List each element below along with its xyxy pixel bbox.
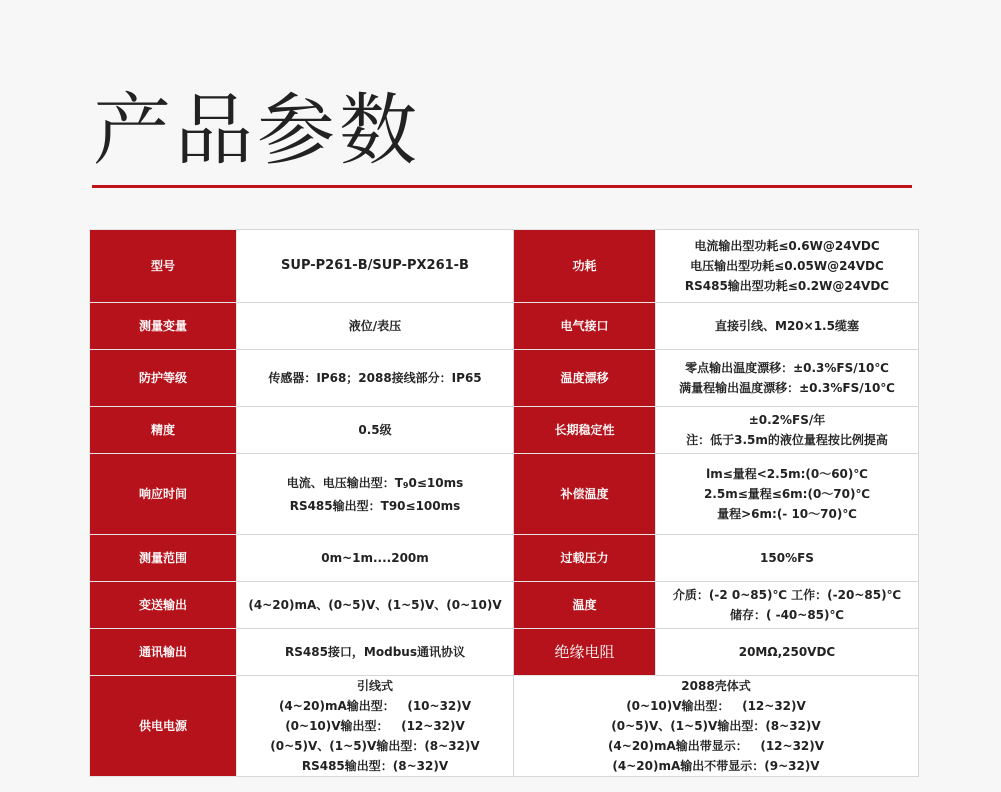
label-comm: 通讯输出 — [90, 629, 237, 676]
label-stability: 长期稳定性 — [514, 407, 656, 454]
label-compensation: 补偿温度 — [514, 454, 656, 535]
label-accuracy: 精度 — [90, 407, 237, 454]
value-overload: 150%FS — [656, 535, 919, 582]
value-comm: RS485接口，Modbus通讯协议 — [237, 629, 514, 676]
table-row — [90, 676, 919, 777]
label-overload: 过载压力 — [514, 535, 656, 582]
value-insulation: 20MΩ,250VDC — [656, 629, 919, 676]
value-supply-left: 引线式 (4~20)mA输出型： (10~32)V (0~10)V输出型： (12~32)V (0~5)V、(1~5)V输出型：(8~32)V RS485输出型：(8~32)V — [237, 676, 514, 777]
value-response: 电流、电压输出型：$T_90\le 10ms$ RS485输出型：T90≤100ms — [237, 454, 514, 535]
value-temperature: 介质：(-2 0~85)℃ 工作：(-20~85)℃ 储存：( -40~85)℃ — [656, 582, 919, 629]
label-electrical: 电气接口 — [514, 303, 656, 350]
value-temp-drift: 零点输出温度漂移：±0.3%FS/10℃ 满量程输出温度漂移：±0.3%FS/10℃ — [656, 350, 919, 407]
table-row — [90, 582, 919, 629]
value-power: 电流输出型功耗≤0.6W@24VDC 电压输出型功耗≤0.05W@24VDC RS485输出型功耗≤0.2W@24VDC — [656, 230, 919, 303]
value-model: SUP-P261-B/SUP-PX261-B — [237, 230, 514, 303]
value-supply-right: 2088壳体式 (0~10)V输出型： (12~32)V (0~5)V、(1~5)V输出型：(8~32)V (4~20)mA输出带显示： (12~32)V (4~20)mA输出不带显示：(9~32)V — [514, 676, 919, 777]
label-insulation: 绝缘电阻 — [514, 629, 656, 676]
table-row — [90, 629, 919, 676]
value-range: 0m~1m....200m — [237, 535, 514, 582]
label-response: 响应时间 — [90, 454, 237, 535]
table-row — [90, 303, 919, 350]
value-electrical: 直接引线、M20×1.5缆塞 — [656, 303, 919, 350]
value-measure-var: 液位/表压 — [237, 303, 514, 350]
label-range: 测量范围 — [90, 535, 237, 582]
value-stability: ±0.2%FS/年 注：低于3.5m的液位量程按比例提高 — [656, 407, 919, 454]
label-protection: 防护等级 — [90, 350, 237, 407]
value-output: (4~20)mA、(0~5)V、(1~5)V、(0~10)V — [237, 582, 514, 629]
label-model: 型号 — [90, 230, 237, 303]
spec-table — [89, 229, 919, 777]
table-row — [90, 535, 919, 582]
label-supply: 供电电源 — [90, 676, 237, 777]
page-title: 产品参数 — [93, 86, 422, 176]
label-power: 功耗 — [514, 230, 656, 303]
value-compensation: lm≤量程<2.5m:(0～60)℃ 2.5m≤量程≤6m:(0～70)℃ 量程>6m:(- 10～70)℃ — [656, 454, 919, 535]
label-output: 变送输出 — [90, 582, 237, 629]
table-row — [90, 230, 919, 303]
label-temp-drift: 温度漂移 — [514, 350, 656, 407]
value-accuracy: 0.5级 — [237, 407, 514, 454]
table-row — [90, 350, 919, 407]
table-row — [90, 454, 919, 535]
value-protection: 传感器：IP68；2088接线部分：IP65 — [237, 350, 514, 407]
table-row — [90, 407, 919, 454]
label-measure-var: 测量变量 — [90, 303, 237, 350]
label-temperature: 温度 — [514, 582, 656, 629]
title-divider — [92, 185, 912, 188]
